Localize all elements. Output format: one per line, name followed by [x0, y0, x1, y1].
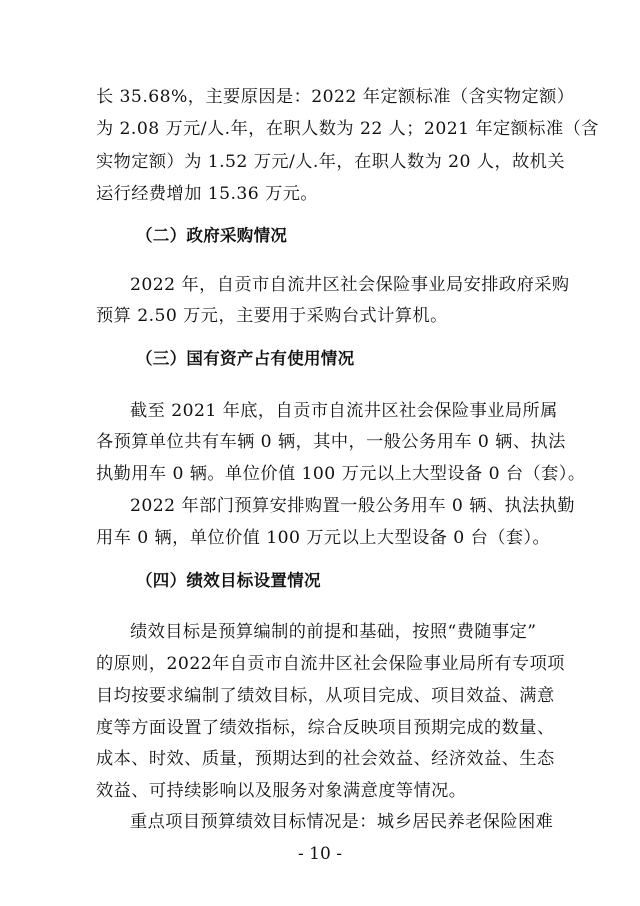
body-text-line: 2022 年，自贡市自流井区社会保险事业局安排政府采购: [130, 275, 570, 295]
body-text-line: 目均按要求编制了绩效目标，从项目完成、项目效益、满意: [96, 686, 555, 706]
body-text-line: 运行经费增加 15.36 万元。: [96, 184, 319, 204]
body-text-line: 长 35.68%，主要原因是：2022 年定额标准（含实物定额）: [96, 87, 575, 107]
page-number: - 10 -: [298, 844, 342, 864]
section-heading-assets: （三）国有资产占有使用情况: [136, 349, 355, 368]
body-text-line: 截至 2021 年底，自贡市自流井区社会保险事业局所属: [130, 401, 558, 421]
body-text-line: 重点项目预算绩效目标情况是：城乡居民养老保险困难: [130, 812, 554, 832]
body-text-line: 成本、时效、质量，预期达到的社会效益、经济效益、生态: [96, 749, 555, 769]
body-text-line: 绩效目标是预算编制的前提和基础，按照“费随事定”: [130, 622, 537, 642]
body-text-line: 各预算单位共有车辆 0 辆，其中，一般公务用车 0 辆、执法: [96, 432, 566, 452]
body-text-line: 执勤用车 0 辆。单位价值 100 万元以上大型设备 0 台（套）。: [96, 464, 586, 484]
body-text-line: 用车 0 辆，单位价值 100 万元以上大型设备 0 台（套）。: [96, 528, 551, 548]
body-text-line: 预算 2.50 万元，主要用于采购台式计算机。: [96, 306, 448, 326]
body-text-line: 的原则，2022年自贡市自流井区社会保险事业局所有专项项: [96, 654, 565, 674]
body-text-line: 效益、可持续影响以及服务对象满意度等情况。: [96, 781, 467, 801]
body-text-line: 2022 年部门预算安排购置一般公务用车 0 辆、执法执勤: [130, 496, 576, 516]
section-heading-procurement: （二）政府采购情况: [136, 226, 288, 245]
body-text-line: 为 2.08 万元/人.年，在职人数为 22 人；2021 年定额标准（含: [96, 119, 599, 139]
body-text-line: 实物定额）为 1.52 万元/人.年，在职人数为 20 人，故机关: [96, 152, 566, 172]
section-heading-performance: （四）绩效目标设置情况: [136, 571, 321, 590]
body-text-line: 度等方面设置了绩效指标，综合反映项目预期完成的数量、: [96, 718, 555, 738]
